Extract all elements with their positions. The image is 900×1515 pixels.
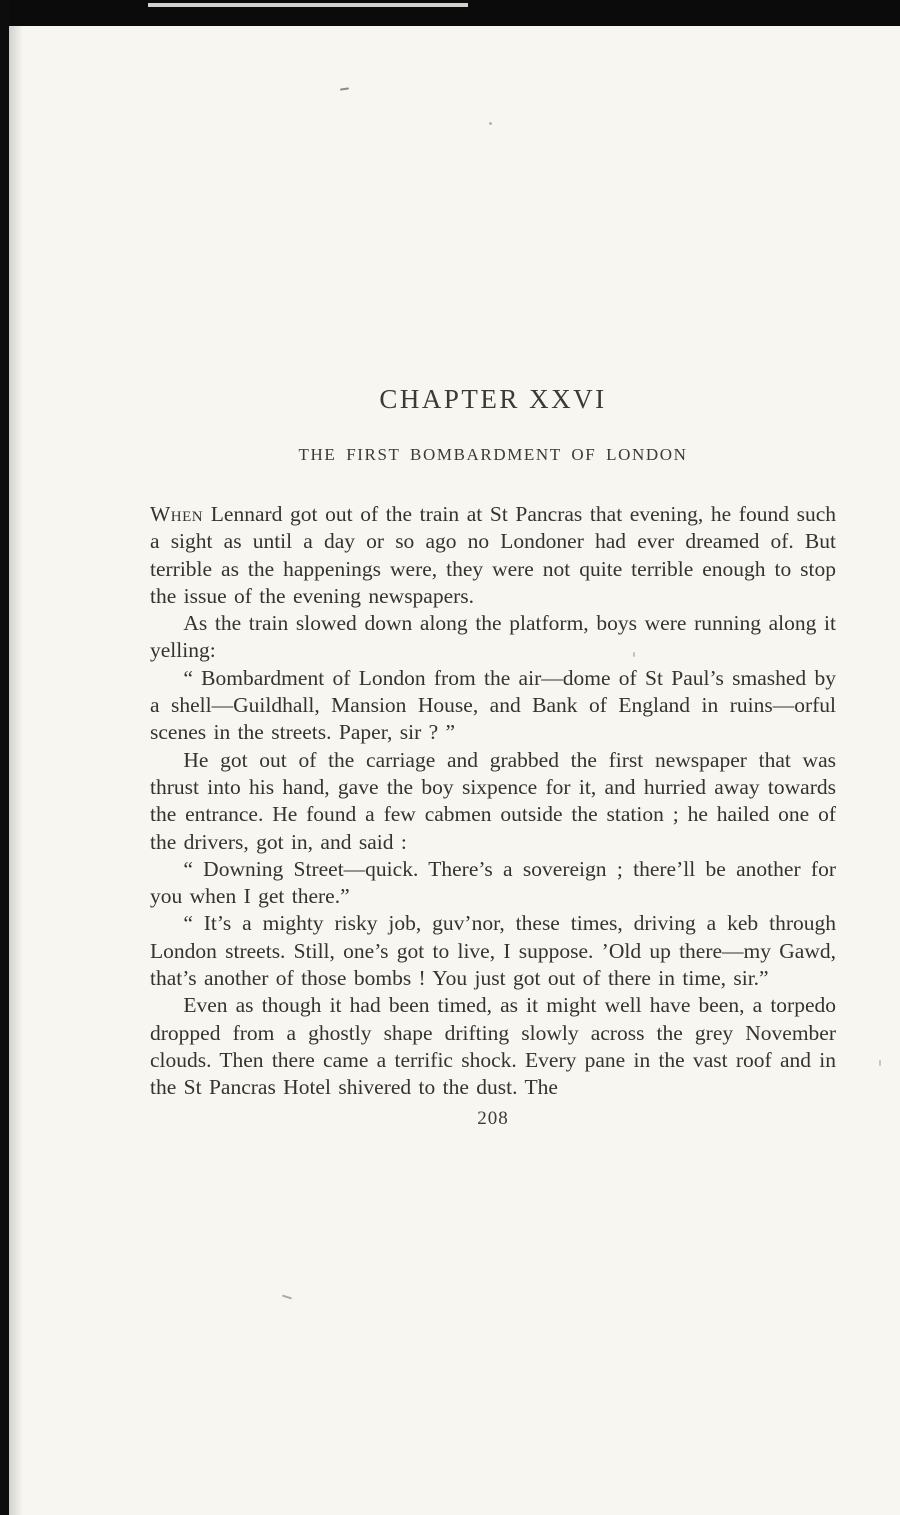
paragraph: Even as though it had been timed, as it might well have been, a torpedo dropped from a ghostly shape drifting slowly across the grey November clouds. Then there came a terrific shock. Every pane in the vast roof and in the St Pancras Hotel shivered to the dust. The bbox=[150, 993, 836, 1100]
page-number: 208 bbox=[477, 1107, 509, 1129]
paragraph: “ Downing Street—quick. There’s a sovereign ; there’ll be another for you when I get there.” bbox=[150, 856, 836, 909]
paragraph: “ It’s a mighty risky job, guv’nor, these times, driving a keb through London streets. Still, one’s got to live, I suppose. ’Old up there—my Gawd, that’s another of those bombs ! You just got out of there in time, sir.” bbox=[150, 911, 836, 991]
opening-lead-word: When bbox=[150, 502, 204, 526]
paragraph-opening bbox=[150, 501, 836, 610]
paragraph: He got out of the carriage and grabbed the first newspaper that was thrust into his hand, gave the boy sixpence for it, and hurried away towards the entrance. He found a few cabmen outside the station ; he hailed one of the drivers, got in, and said : bbox=[150, 747, 836, 854]
scan-speck bbox=[340, 87, 349, 90]
paragraph: “ Bombardment of London from the air—dome of St Paul’s smashed by a shell—Guildhall, Mansion House, and Bank of England in ruins—orful scenes in the streets. Paper, sir ? ” bbox=[150, 665, 836, 745]
page-content bbox=[150, 384, 836, 1130]
scan-top-white-sliver bbox=[148, 3, 468, 7]
body-text bbox=[150, 501, 836, 1102]
chapter-subtitle: THE FIRST BOMBARDMENT OF LONDON bbox=[298, 445, 688, 464]
paragraph: As the train slowed down along the platform, boys were running along it yelling: bbox=[150, 611, 836, 663]
scan-speck bbox=[282, 1295, 292, 1300]
scan-gutter-shadow bbox=[9, 26, 23, 1515]
scan-speck bbox=[489, 122, 492, 125]
chapter-heading: CHAPTER XXVI bbox=[379, 384, 607, 414]
scan-speck bbox=[879, 1060, 881, 1066]
scan-left-black-edge bbox=[0, 0, 9, 1515]
opening-rest: Lennard got out of the train at St Pancras that evening, he found such a sight as until a day or so ago no Londoner had ever dreamed of. But terrible as the happenings were, they were not quite terrible enough to stop the issue of the evening newspapers. bbox=[150, 502, 837, 608]
